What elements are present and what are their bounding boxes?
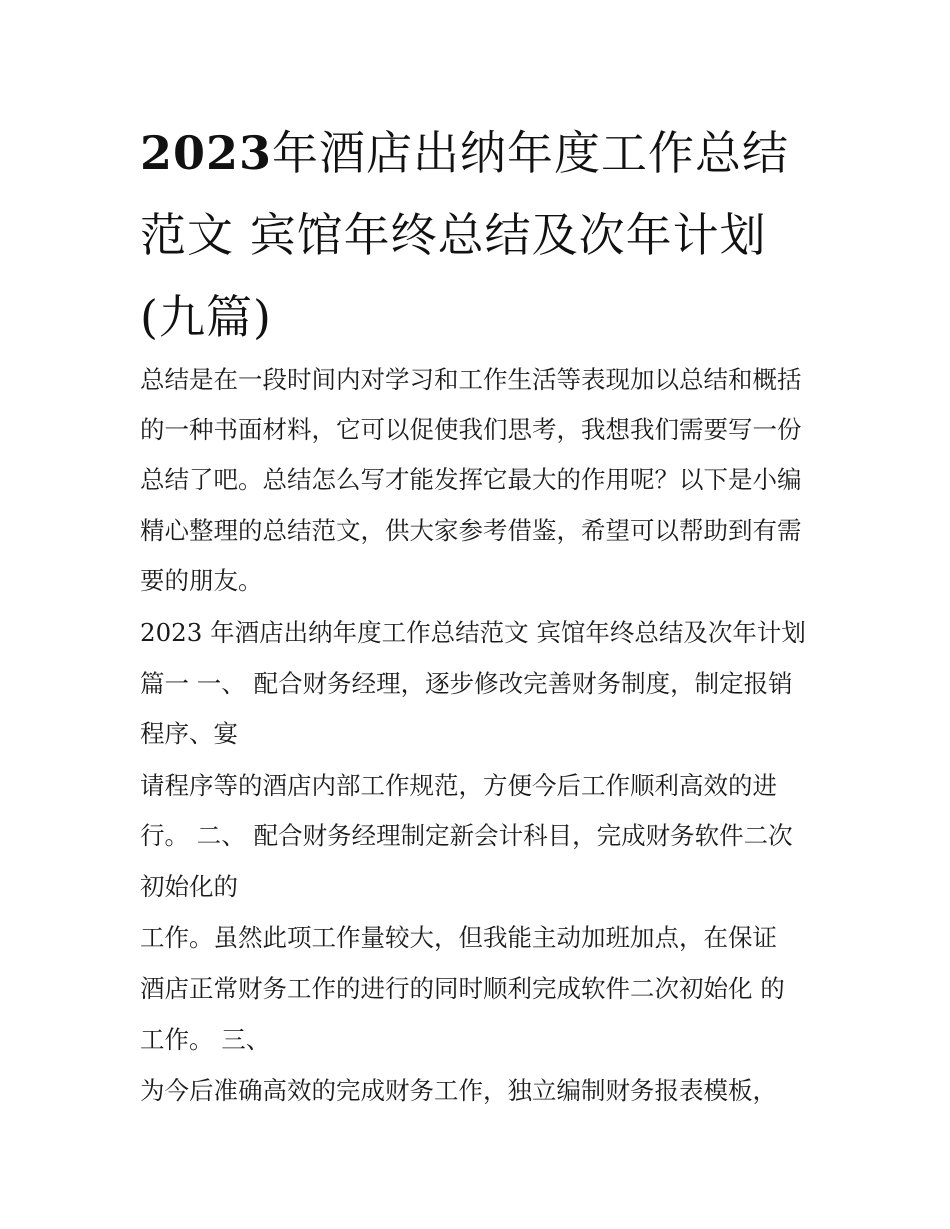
title-line-3: (九篇) (140, 290, 272, 344)
title-line-1: 年酒店出纳年度工作总结 (272, 126, 790, 180)
body-line-14: 工作。 三、 (140, 1025, 271, 1054)
body-line-2: 的一种书面材料，它可以促使我们思考，我想我们需要写一份 (140, 415, 802, 444)
title-year: 2023 (140, 126, 273, 180)
body-line-1: 总结是在一段时间内对学习和工作生活等表现加以总结和概括 (140, 365, 802, 394)
body-line-4: 精心整理的总结范文，供大家参考借鉴，希望可以帮助到有需 (140, 516, 802, 545)
body-line-3: 总结了吧。总结怎么写才能发挥它最大的作用呢？以下是小编 (140, 465, 802, 494)
body-line-9: 请程序等的酒店内部工作规范，方便今后工作顺利高效的进 (140, 771, 777, 800)
body-line-12: 工作。虽然此项工作量较大，但我能主动加班加点，在保证 (140, 923, 777, 952)
document-title (140, 112, 820, 358)
body-line-10: 行。 二、 配合财务经理制定新会计科目，完成财务软件二次 (140, 821, 793, 850)
body-line-6: 2023 年酒店出纳年度工作总结范文 宾馆年终总结及次年计划 (140, 618, 806, 647)
body-line-7: 篇一 一、 配合财务经理，逐步修改完善财务制度，制定报销 (140, 669, 793, 698)
body-line-11: 初始化的 (140, 872, 238, 901)
body-line-13: 酒店正常财务工作的进行的同时顺利完成软件二次初始化 的 (140, 974, 785, 1003)
body-line-15: 为今后准确高效的完成财务工作，独立编制财务报表模板， (140, 1076, 777, 1105)
body-line-8: 程序、宴 (140, 719, 238, 748)
body-line-5: 要的朋友。 (140, 566, 263, 595)
title-line-2: 范文 宾馆年终总结及次年计划 (140, 208, 767, 262)
